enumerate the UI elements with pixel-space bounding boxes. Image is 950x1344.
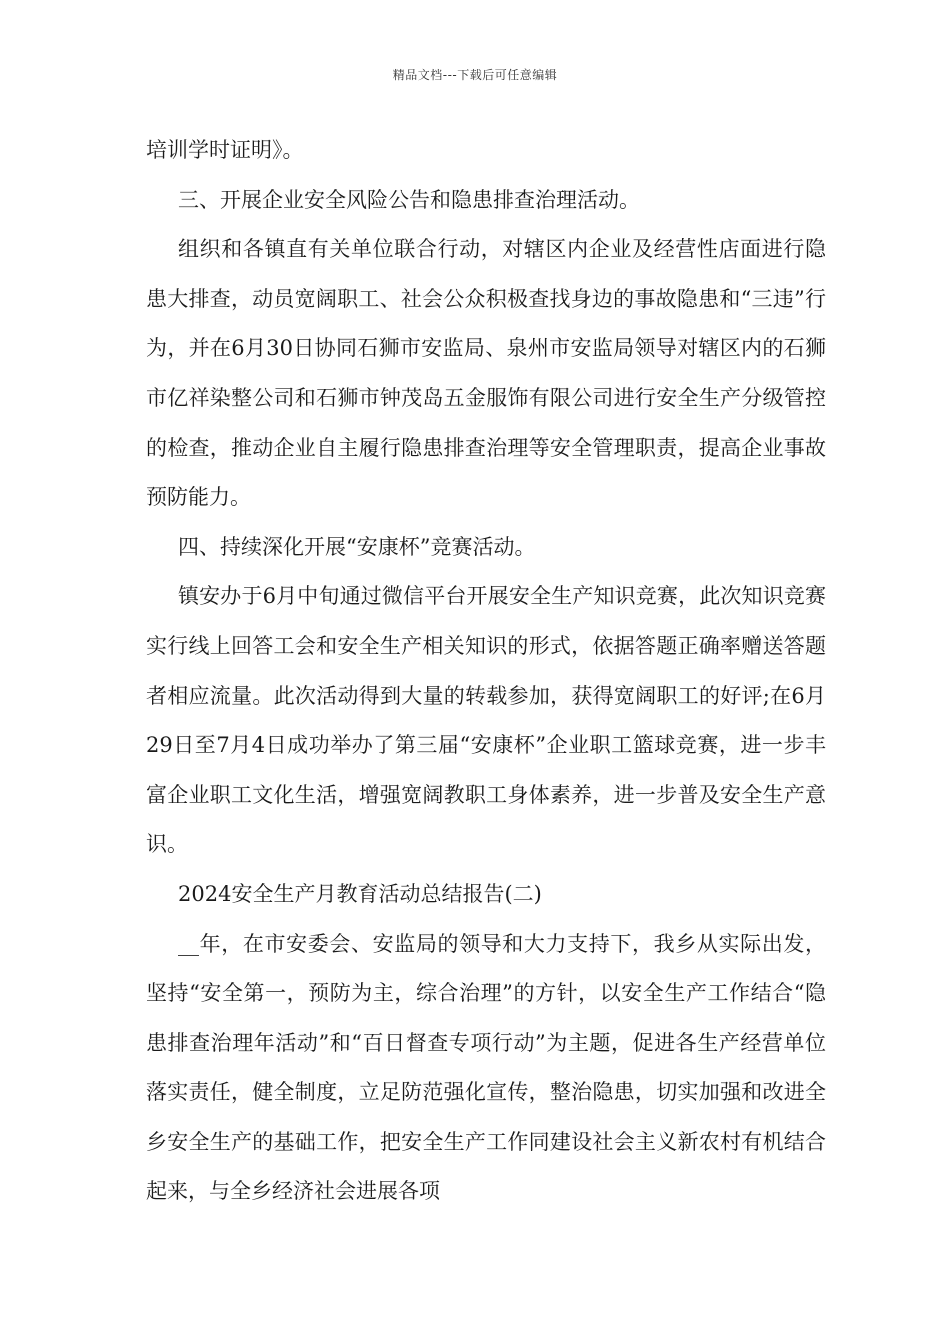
report-title: 2024安全生产月教育活动总结报告(二) [178,881,542,906]
paragraph-3: 组织和各镇直有关单位联合行动，对辖区内企业及经营性店面进行隐患大排查，动员宽阔职工、社会公众积极查找身边的事故隐患和“三违”行为，并在6月30日协同石狮市安监局、泉州市安监局领导对辖区内的石狮市亿祥染整公司和石狮市钟茂岛五金服饰有限公司进行安全生产分级管控的检查，推动企业自主履行隐患排查治理等安全管理职责，提高企业事故预防能力。 [146,237,826,510]
page-header: 精品文档---下载后可任意编辑 [392,68,558,82]
section-heading-4: 四、持续深化开展“安康杯”竞赛活动。 [178,534,536,559]
paragraph-5: 镇安办于6月中旬通过微信平台开展安全生产知识竞赛，此次知识竞赛实行线上回答工会和安全生产相关知识的形式，依据答题正确率赠送答题者相应流量。此次活动得到大量的转载参加，获得宽阔职工的好评;在6月29日至7月4日成功举办了第三届“安康杯”企业职工篮球竞赛，进一步丰富企业职工文化生活，增强宽阔教职工身体素养，进一步普及安全生产意识。 [146,584,826,857]
paragraph-1: 培训学时证明》。 [146,138,304,162]
section-heading-3: 三、开展企业安全风险公告和隐患排查治理活动。 [178,187,640,212]
paragraph-7: __年，在市安委会、安监局的领导和大力支持下，我乡从实际出发，坚持“安全第一，预防为主，综合治理”的方针，以安全生产工作结合“隐患排查治理年活动”和“百日督查专项行动”为主题，促进各生产经营单位落实责任，健全制度，立足防范强化宣传，整治隐患，切实加强和改进全乡安全生产的基础工作，把安全生产工作同建设社会主义新农村有机结合起来，与全乡经济社会进展各项 [146,931,826,1204]
document-body [146,126,826,1217]
